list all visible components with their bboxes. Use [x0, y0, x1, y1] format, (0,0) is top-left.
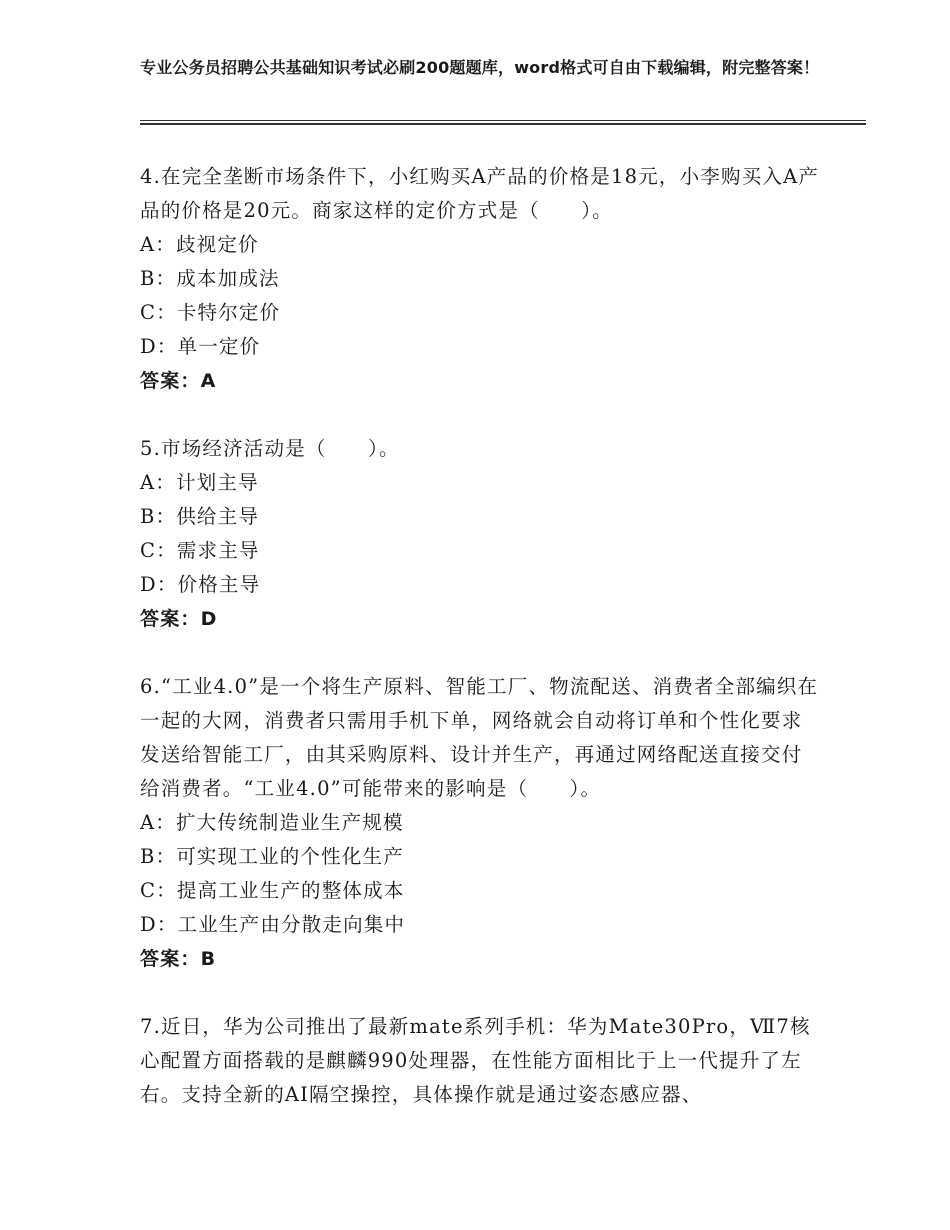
page-header: 专业公务员招聘公共基础知识考试必刷200题题库，word格式可自由下载编辑，附完整答案！ [140, 58, 820, 77]
question-stem: 6.“工业4.0”是一个将生产原料、智能工厂、物流配送、消费者全部编织在一起的大网，消费者只需用手机下单，网络就会自动将订单和个性化要求发送给智能工厂，由其采购原料、设计并生产，再通过网络配送直接交付给消费者。“工业4.0”可能带来的影响是（ ）。 [140, 675, 819, 800]
question-4 [140, 160, 820, 398]
option-c: C：需求主导 [140, 539, 260, 562]
header-divider-thick [140, 123, 866, 125]
option-b: B：可实现工业的个性化生产 [140, 845, 404, 868]
question-6 [140, 670, 820, 976]
question-stem: 7.近日，华为公司推出了最新mate系列手机：华为Mate30Pro，Ⅶ7核心配置方面搭载的是麒麟990处理器，在性能方面相比于上一代提升了左右。支持全新的AI隔空操控，具体操作就是通过姿态感应器、 [140, 1015, 811, 1106]
answer-label: 答案：B [140, 948, 217, 970]
option-c: C：提高工业生产的整体成本 [140, 879, 405, 902]
option-a: A：扩大传统制造业生产规模 [140, 811, 404, 834]
option-b: B：供给主导 [140, 505, 260, 528]
question-7 [140, 1010, 820, 1112]
option-d: D：价格主导 [140, 573, 261, 596]
question-stem: 4.在完全垄断市场条件下，小红购买A产品的价格是18元，小李购买入A产品的价格是20元。商家这样的定价方式是（ ）。 [140, 165, 820, 222]
header-divider-thin [140, 120, 866, 121]
answer-label: 答案：A [140, 370, 217, 392]
question-stem: 5.市场经济活动是（ ）。 [140, 437, 400, 460]
answer-label: 答案：D [140, 608, 218, 630]
question-5 [140, 432, 820, 636]
option-d: D：工业生产由分散走向集中 [140, 913, 406, 936]
option-c: C：卡特尔定价 [140, 301, 281, 324]
question-list [140, 160, 820, 1146]
option-a: A：计划主导 [140, 471, 259, 494]
option-b: B：成本加成法 [140, 267, 280, 290]
option-d: D：单一定价 [140, 335, 261, 358]
option-a: A：歧视定价 [140, 233, 259, 256]
